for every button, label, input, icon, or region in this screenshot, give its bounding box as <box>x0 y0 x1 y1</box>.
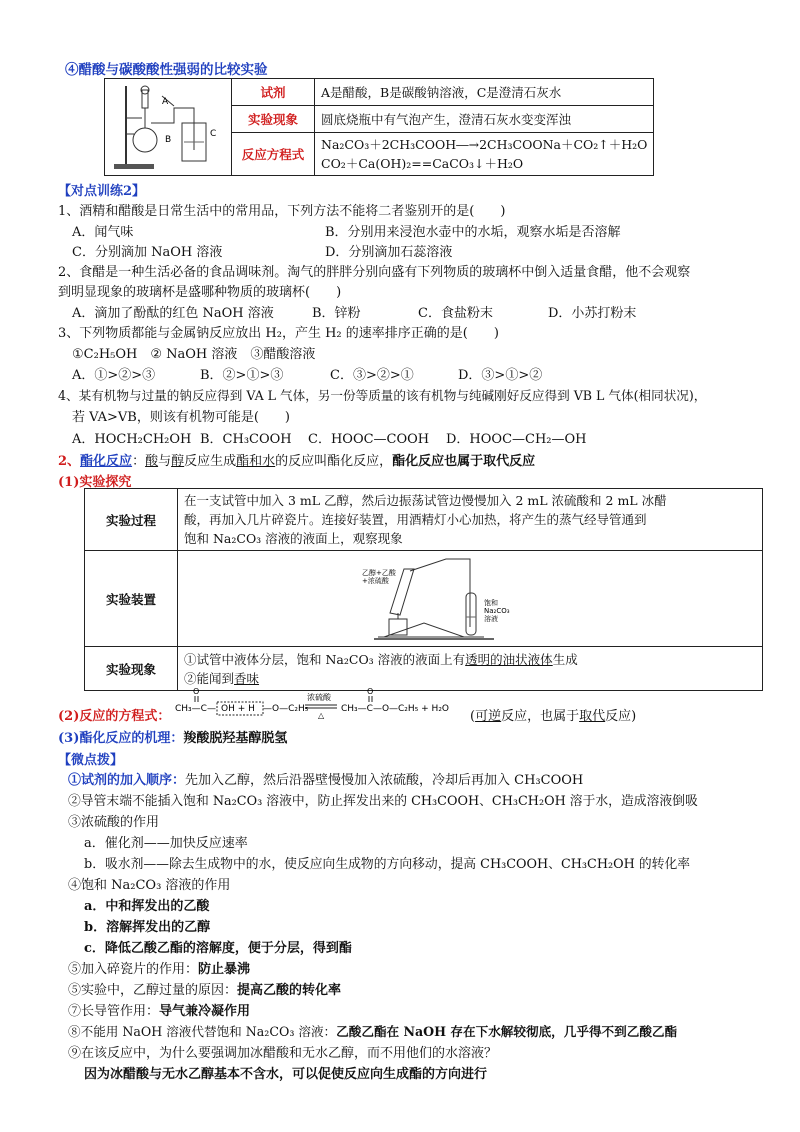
q2-option-a: A．滴加了酚酞的红色 NaOH 溶液 <box>72 306 274 321</box>
mechanism-line: (3)酯化反应的机理：羧酸脱羟基醇脱氢 <box>58 731 288 746</box>
saturated-label-1: 饱和 <box>484 599 498 607</box>
tip-4b: b．溶解挥发出的乙醇 <box>84 920 211 935</box>
subsection-equation: (2)反应的方程式： <box>58 709 171 724</box>
equation-note: (可逆反应，也属于取代反应) <box>470 709 637 724</box>
tip-2: ②导管末端不能插入饱和 Na₂CO₃ 溶液中，防止挥发出来的 CH₃COOH、CH₃CH₂OH 溶于水，造成溶液倒吸 <box>68 794 698 809</box>
q3-stem: 3、下列物质都能与金属钠反应放出 H₂，产生 H₂ 的速率排序正确的是( ) <box>58 326 499 341</box>
tip-4: ④饱和 Na₂CO₃ 溶液的作用 <box>68 878 231 893</box>
phenomenon-label: 实验现象 <box>85 647 178 691</box>
training2-heading: 【对点训练2】 <box>58 184 146 199</box>
q2-stem-1: 2、食醋是一种生活必备的食品调味剂。淘气的胖胖分别向盛有下列物质的玻璃杯中倒入适量食醋，他不会观察 <box>58 265 691 280</box>
esterification-apparatus <box>184 553 756 641</box>
saturated-label-3: 溶液 <box>484 615 498 623</box>
tip-6: ⑤实验中，乙醇过量的原因：提高乙酸的转化率 <box>68 983 342 998</box>
svg-text:O: O <box>367 687 374 696</box>
q2-option-b: B．锌粉 <box>312 306 361 321</box>
label-b: B <box>165 135 172 145</box>
label-c: C <box>210 129 217 139</box>
q3-option-a: A．①>②>③ <box>72 368 156 383</box>
esterification-equation <box>175 686 465 722</box>
esterification-definition: 2、酯化反应：酸与醇反应生成酯和水的反应叫酯化反应，酯化反应也属于取代反应 <box>58 454 536 469</box>
tip-1: ①试剂的加入顺序：先加入乙醇，然后沿器壁慢慢加入浓硫酸，冷却后再加入 CH₃COOH <box>68 773 584 788</box>
q4-option-b: B．CH₃COOH <box>200 432 292 447</box>
process-label: 实验过程 <box>85 489 178 551</box>
tip-5: ⑤加入碎瓷片的作用：防止暴沸 <box>68 962 251 977</box>
q1-option-d: D．分别滴加石蕊溶液 <box>325 245 453 260</box>
process-line-2: 酸，再加入几片碎瓷片。连接好装置，用酒精灯小心加热，将产生的蒸气经导管通到 <box>184 512 647 527</box>
q2-option-c: C．食盐粉末 <box>418 306 493 321</box>
q3-items: ①C₂H₅OH ② NaOH 溶液 ③醋酸溶液 <box>72 347 316 362</box>
row-reagent-content: A是醋酸，B是碳酸钠溶液，C是澄清石灰水 <box>315 79 654 106</box>
svg-text:O: O <box>193 687 200 696</box>
process-line-1: 在一支试管中加入 3 mL 乙醇，然后边振荡试管边慢慢加入 2 mL 浓硫酸和 2 mL 冰醋 <box>184 493 667 508</box>
reactants-label-2: +浓硫酸 <box>362 577 389 585</box>
svg-text:△: △ <box>318 711 325 720</box>
acid-comparison-table <box>231 78 654 176</box>
tip-8: ⑧不能用 NaOH 溶液代替饱和 Na₂CO₃ 溶液：乙酸乙酯在 NaOH 存在下水解较彻底，几乎得不到乙酸乙酯 <box>68 1024 678 1039</box>
equation-2: CO₂＋Ca(OH)₂==CaCO₃↓＋H₂O <box>321 156 524 171</box>
device-label: 实验装置 <box>85 551 178 647</box>
tip-3: ③浓硫酸的作用 <box>68 815 160 830</box>
q2-option-d: D．小苏打粉末 <box>548 306 637 321</box>
process-line-3: 饱和 Na₂CO₃ 溶液的液面上，观察现象 <box>184 531 403 546</box>
tip-9-answer: 因为冰醋酸与无水乙醇基本不含水，可以促使反应向生成酯的方向进行 <box>84 1067 488 1082</box>
tip-3b: b．吸水剂——除去生成物中的水，使反应向生成物的方向移动，提高 CH₃COOH、CH₃CH₂OH 的转化率 <box>84 857 691 872</box>
q1-option-b: B．分别用来浸泡水壶中的水垢，观察水垢是否溶解 <box>325 225 621 240</box>
acid-comparison-apparatus <box>104 78 232 176</box>
reactants-label-1: 乙醇+乙酸 <box>362 569 396 577</box>
q3-option-d: D．③>①>② <box>458 368 543 383</box>
tip-4a: a．中和挥发出的乙酸 <box>84 899 210 914</box>
q1-stem: 1、酒精和醋酸是日常生活中的常用品，下列方法不能将二者鉴别开的是( ) <box>58 204 506 219</box>
row-phenomenon-label: 实验现象 <box>232 106 315 133</box>
q3-option-b: B．②>①>③ <box>200 368 284 383</box>
row-phenomenon-content: 圆底烧瓶中有气泡产生，澄清石灰水变变浑浊 <box>315 106 654 133</box>
tip-7: ⑦长导管作用：导气兼冷凝作用 <box>68 1004 251 1019</box>
q4-option-c: C．HOOC—COOH <box>308 432 430 447</box>
esterification-term: 酯化反应 <box>80 454 133 469</box>
q2-stem-2: 到明显现象的玻璃杯是盛哪种物质的玻璃杯( ) <box>58 285 342 300</box>
tip-4c: c．降低乙酸乙酯的溶解度，便于分层，得到酯 <box>84 941 352 956</box>
section4-title: ④醋酸与碳酸酸性强弱的比较实验 <box>65 62 268 78</box>
tip-9: ⑨在该反应中，为什么要强调加冰醋酸和无水乙醇，而不用他们的水溶液？ <box>68 1046 498 1061</box>
q4-stem-1: 4、某有机物与过量的钠反应得到 VA L 气体，另一份等质量的该有机物与纯碱刚好反应得到 VB L 气体(相同状况)， <box>58 388 707 403</box>
svg-text:CH₃—C—O—C₂H₅ + H₂O: CH₃—C—O—C₂H₅ + H₂O <box>341 704 450 714</box>
q3-option-c: C．③>②>① <box>330 368 414 383</box>
q1-option-c: C．分别滴加 NaOH 溶液 <box>72 245 223 260</box>
svg-text:OH + H: OH + H <box>221 704 255 714</box>
tip-3a: a．催化剂——加快反应速率 <box>84 836 248 851</box>
svg-text:浓硫酸: 浓硫酸 <box>307 693 331 702</box>
q4-option-d: D．HOOC—CH₂—OH <box>446 432 587 447</box>
q1-option-a: A．闻气味 <box>72 225 134 240</box>
label-a: A <box>162 97 169 107</box>
q4-option-a: A．HOCH₂CH₂OH <box>72 432 192 447</box>
svg-text:—O—C₂H₅: —O—C₂H₅ <box>263 704 309 714</box>
q4-stem-2: 若 VA>VB，则该有机物可能是( ) <box>72 410 291 425</box>
tips-heading: 【微点拨】 <box>58 753 124 768</box>
row-equation-label: 反应方程式 <box>232 133 315 176</box>
phenomenon-2: ②能闻到香味 <box>184 670 260 686</box>
saturated-label-2: Na₂CO₃ <box>484 607 510 615</box>
row-reagent-label: 试剂 <box>232 79 315 106</box>
phenomenon-1: ①试管中液体分层，饱和 Na₂CO₃ 溶液的液面上有透明的油状液体生成 <box>184 651 578 667</box>
svg-text:CH₃—C—: CH₃—C— <box>175 704 216 714</box>
equation-1: Na₂CO₃＋2CH₃COOH―→2CH₃COONa＋CO₂↑＋H₂O <box>321 137 648 152</box>
experiment-table <box>84 488 763 691</box>
subsection-experiment: (1)实验探究 <box>58 475 132 490</box>
